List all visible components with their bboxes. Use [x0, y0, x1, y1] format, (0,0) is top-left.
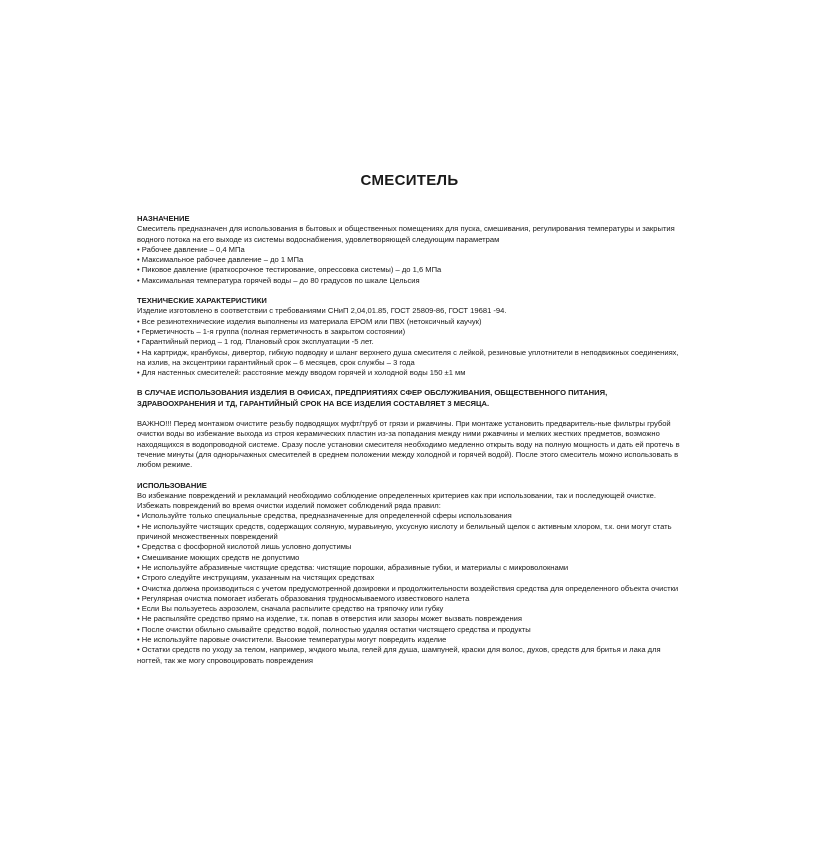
purpose-section — [137, 214, 682, 286]
usage-heading: ИСПОЛЬЗОВАНИЕ — [137, 480, 207, 490]
usage-list — [137, 511, 682, 665]
list-item: • Средства с фосфорной кислотой лишь условно допустимы — [137, 542, 682, 552]
specs-heading: ТЕХНИЧЕСКИЕ ХАРАКТЕРИСТИКИ — [137, 296, 267, 306]
list-item: • Используйте только специальные средства, предназначенные для определенной сферы использования — [137, 511, 682, 521]
list-item: • Все резинотехнические изделия выполнены из материала ЕРОМ или ПВХ (нетоксичный каучук) — [137, 317, 682, 327]
purpose-list — [137, 245, 682, 286]
list-item: • Не используйте абразивные чистящие средства: чистящие порошки, абразивные губки, и материалы с микроволокнами — [137, 563, 682, 573]
list-item: • Герметичность – 1-я группа (полная герметичность в закрытом состоянии) — [137, 327, 682, 337]
list-item: • На картридж, кранбуксы, дивертор, гибкую подводку и шланг верхнего душа смесителя с лейкой, резиновые уплотнители в неподвижных соединениях, на излив, на эксцентрики гарантийный срок – 6 месяцев, срок службы – 3 года — [137, 348, 682, 369]
important-section — [137, 419, 682, 470]
list-item: • Не используйте паровые очистители. Высокие температуры могут повредить изделие — [137, 635, 682, 645]
list-item: • Не используйте чистящих средств, содержащих соляную, муравьиную, уксусную кислоту и белильный щелок с активным хлором, т.к. они могут стать причиной множественных повреждений — [137, 522, 682, 543]
important-notice: ВАЖНО!!! Перед монтажом очистите резьбу подводящих муфт/труб от грязи и ржавчины. При монтаже установить предваритель-ные фильтры грубой очистки воды во избежание выхода из строя керамических пластин из-за попадания между ними ржавчины и мелких жестких предметов, возможно находящихся в водопроводной системе. Сразу после установки смесителя необходимо медленно открыть воду на полную мощность и дать ей протечь в течение минуты (для однорычажных смесителей в среднем положении между холодной и горячей водой). После этого смеситель можно использовать в любом режиме. — [137, 419, 680, 470]
list-item: • Строго следуйте инструкциям, указанным на чистящих средствах — [137, 573, 682, 583]
list-item: • Рабочее давление – 0,4 МПа — [137, 245, 682, 255]
list-item: • Регулярная очистка помогает избегать образования трудносмываемого известкового налета — [137, 594, 682, 604]
document — [137, 172, 682, 676]
page-title: СМЕСИТЕЛЬ — [360, 172, 459, 189]
list-item: • Очистка должна производиться с учетом предусмотренной дозировки и продолжительности воздействия средства для определенного объекта очистки — [137, 584, 682, 594]
list-item: • Для настенных смесителей: расстояние между вводом горячей и холодной воды 150 ±1 мм — [137, 368, 682, 378]
usage-intro: Во избежание повреждений и рекламаций необходимо соблюдение определенных критериев как при использовании, так и последующей очистке. Избежать повреждений во время очистки изделий поможет соблюдений ряда правил: — [137, 490, 656, 511]
list-item: • После очистки обильно смывайте средство водой, полностью удаляя остатки чистящего средства и продукты — [137, 625, 682, 635]
specs-section — [137, 296, 682, 378]
purpose-heading: НАЗНАЧЕНИЕ — [137, 214, 190, 223]
list-item: • Смешивание моющих средств не допустимо — [137, 553, 682, 563]
list-item: • Не распыляйте средство прямо на изделие, т.к. попав в отверстия или зазоры может вызвать повреждения — [137, 614, 682, 624]
list-item: • Гарантийный период – 1 год. Плановый срок эксплуатации -5 лет. — [137, 337, 682, 347]
office-warranty-notice: В СЛУЧАЕ ИСПОЛЬЗОВАНИЯ ИЗДЕЛИЯ В ОФИСАХ, ПРЕДПРИЯТИЯХ СФЕР ОБСЛУЖИВАНИЯ, ОБЩЕСТВЕННОГО ПИТАНИЯ, ЗДРАВООХРАНЕНИЯ И ТД, ГАРАНТИЙНЫЙ СРОК НА ВСЕ ИЗДЕЛИЯ СОСТАВЛЯЕТ 3 МЕСЯЦА. — [137, 388, 608, 408]
list-item: • Максимальная температура горячей воды – до 80 градусов по шкале Цельсия — [137, 276, 682, 286]
specs-list — [137, 317, 682, 379]
usage-section — [137, 481, 682, 666]
list-item: • Остатки средств по уходу за телом, например, жчдкого мыла, гелей для душа, шампуней, краски для волос, духов, средств для бритья и лака для ногтей, так же могу спровоцировать повреждения — [137, 645, 682, 666]
specs-intro: Изделие изготовлено в соответствии с требованиями СНиП 2,04,01.85, ГОСТ 25809-86, ГОСТ 19681 -94. — [137, 306, 507, 316]
purpose-intro: Смеситель предназначен для использования в бытовых и общественных помещениях для пуска, смешивания, регулирования температуры и закрытия водного потока на его выходе из системы водоснабжения, удовлетворяющей следующим параметрам — [137, 224, 675, 244]
list-item: • Пиковое давление (краткосрочное тестирование, опрессовка системы) – до 1,6 МПа — [137, 265, 682, 275]
list-item: • Если Вы пользуетесь аэрозолем, сначала распылите средство на тряпочку или губку — [137, 604, 682, 614]
office-warranty-section — [137, 388, 682, 409]
list-item: • Максимальное рабочее давление – до 1 МПа — [137, 255, 682, 265]
